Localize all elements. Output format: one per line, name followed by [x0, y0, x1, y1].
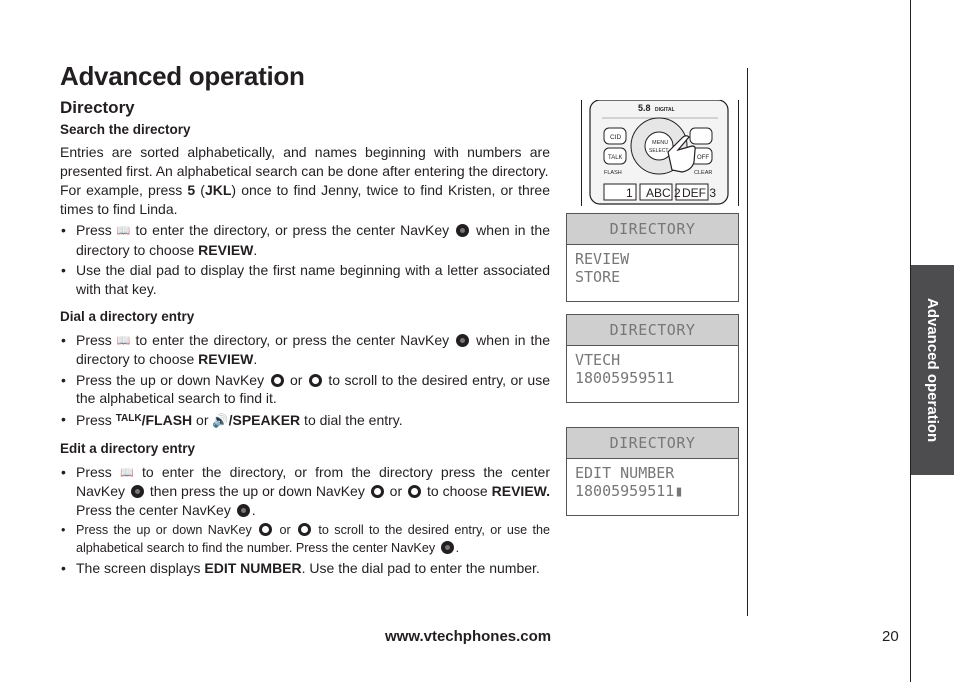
lcd-title: DIRECTORY	[567, 214, 738, 245]
search-example: For example, press 5 (JKL) once to find Jenny, twice to find Kristen, or three times to find Linda.	[60, 182, 550, 217]
navkey-up-icon	[259, 523, 272, 536]
directory-book-icon: 📖	[116, 225, 131, 237]
key-select: SELECT	[649, 148, 669, 154]
lcd-line: EDIT NUMBER	[575, 464, 675, 482]
navkey-down-icon	[298, 523, 311, 536]
navkey-up-icon	[271, 374, 284, 387]
search-bullets	[60, 221, 550, 298]
key-off: OFF	[697, 155, 709, 161]
lcd-line: REVIEW	[575, 250, 630, 268]
side-tab-label: Advanced operation	[924, 297, 941, 443]
list-item: • Press the up or down NavKey or to scroll to the desired entry, or use the alphabetical search to find it.	[60, 371, 550, 408]
main-content	[60, 99, 550, 580]
lcd-line: VTECH	[575, 351, 621, 369]
navkey-center-icon	[441, 541, 454, 554]
list-item: • The screen displays EDIT NUMBER. Use the dial pad to enter the number.	[60, 559, 550, 578]
list-item: • Press 📖 to enter the directory, or press the center NavKey when in the directory to choose REVIEW.	[60, 331, 550, 369]
key-clear: CLEAR	[694, 170, 713, 176]
talk-key-icon: TALK	[115, 412, 142, 424]
dial-bullets	[60, 331, 550, 431]
dial-heading: Dial a directory entry	[60, 309, 195, 324]
list-item: • Press $^{TALK}$/FLASH or 🔊/SPEAKER to dial the entry.	[60, 410, 550, 431]
edit-heading: Edit a directory entry	[60, 441, 196, 456]
lcd-line: STORE	[575, 268, 621, 286]
lcd-screen-entry	[566, 314, 739, 403]
edit-bullets	[60, 463, 550, 578]
lcd-title: DIRECTORY	[567, 428, 738, 459]
search-paragraph: Entries are sorted alphabetically, and names beginning with numbers are presented first. An alphabetical search can be done after entering the directory.	[60, 144, 550, 179]
handset-drawing	[582, 100, 738, 206]
key-talk: TALK	[608, 155, 623, 161]
navkey-center-icon	[131, 485, 144, 498]
list-item: • Press 📖 to enter the directory, or press the center NavKey when in the directory to choose REVIEW.	[60, 221, 550, 259]
search-heading: Search the directory	[60, 121, 191, 137]
brand-sub-text: DIGITAL	[655, 107, 675, 113]
key-cid: CID	[610, 134, 622, 141]
page-number: 20	[882, 628, 899, 645]
lcd-title: DIRECTORY	[567, 315, 738, 346]
lcd-screen-review	[566, 213, 739, 302]
directory-book-icon: 📖	[116, 334, 131, 347]
navkey-center-icon	[456, 334, 469, 347]
navkey-down-icon	[408, 485, 421, 498]
footer-url: www.vtechphones.com	[385, 628, 552, 645]
navkey-center-icon	[237, 504, 250, 517]
key-3: DEF 3	[682, 186, 717, 200]
lcd-line: 18005959511▮	[575, 482, 684, 500]
list-item: • Use the dial pad to display the first name beginning with a letter associated with that key.	[60, 261, 550, 298]
navkey-center-icon	[456, 224, 469, 237]
list-item: • Press the up or down NavKey or to scroll to the desired entry, or use the alphabetical search to find the number. Press the center NavKey .	[60, 521, 550, 557]
speaker-icon: 🔊	[212, 412, 229, 428]
key-2: ABC 2	[646, 186, 681, 200]
list-item: • Press 📖 to enter the directory, or from the directory press the center NavKey then press the up or down NavKey or to choose REVIEW. Press the center NavKey .	[60, 463, 550, 520]
key-1: 1	[626, 186, 633, 200]
brand-text: 5.8	[638, 103, 651, 113]
side-tab	[911, 265, 954, 475]
section-title: Directory	[60, 98, 135, 117]
key-menu: MENU	[652, 140, 669, 146]
column-divider	[747, 68, 748, 616]
handset-illustration	[581, 100, 739, 206]
navkey-down-icon	[309, 374, 322, 387]
page-title: Advanced operation	[60, 61, 305, 91]
key-flash: FLASH	[604, 170, 622, 176]
lcd-screen-edit	[566, 427, 739, 516]
lcd-line: 18005959511	[575, 369, 675, 387]
navkey-up-icon	[371, 485, 384, 498]
directory-book-icon: 📖	[120, 466, 134, 479]
